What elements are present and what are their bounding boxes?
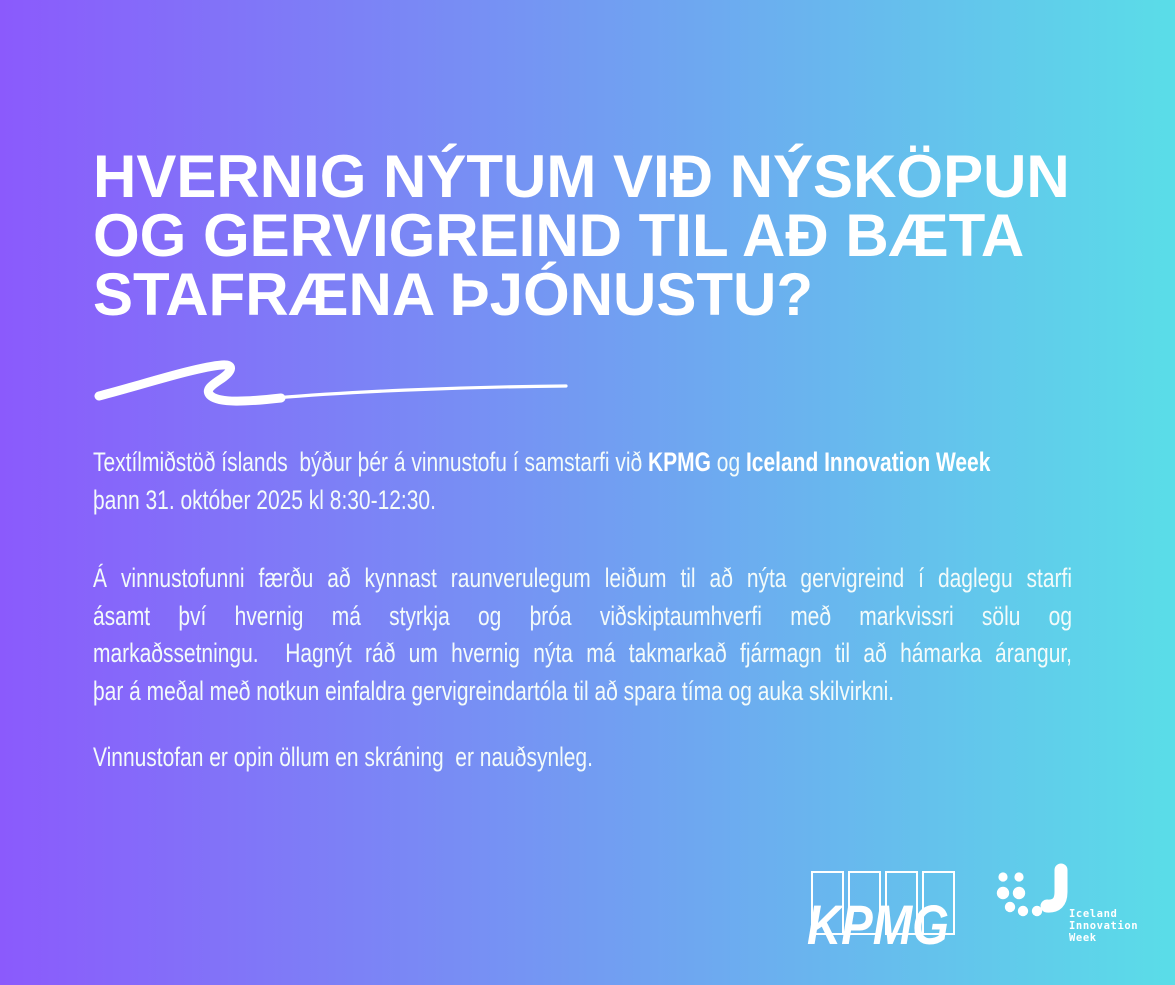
iiw-mark-icon: [997, 870, 1061, 916]
intro-bold-text: Iceland Innovation Week: [745, 447, 991, 477]
iiw-text-line-3: Week: [1069, 932, 1097, 944]
description-line-4: þar á meðal með notkun einfaldra gervigreindartóla til að spara tíma og auka skilvirkni.: [93, 675, 895, 706]
iiw-j-stroke: [1047, 870, 1061, 906]
intro-text: og: [710, 447, 746, 477]
iiw-dot: [1018, 906, 1028, 916]
heading-line-1: HVERNIG NÝTUM VIÐ NÝSKÖPUN: [93, 143, 1070, 210]
description-line-3: markaðssetningu. Hagnýt ráð um hvernig nýta má takmarkað fjármagn til að hámarka árangur,: [93, 638, 1073, 668]
intro-paragraph: [93, 444, 1072, 519]
kpmg-wordmark: KPMG: [807, 893, 949, 953]
intro-line-2: þann 31. október 2025 kl 8:30-12:30.: [93, 484, 436, 515]
intro-bold-text: KPMG: [648, 447, 711, 477]
kpmg-logo: [805, 868, 970, 953]
iiw-text-line-2: Innovation: [1069, 920, 1139, 932]
iiw-dot: [1032, 906, 1042, 916]
heading-line-2: OG GERVIGREIND TIL AÐ BÆTA: [93, 202, 1025, 269]
description-line-2: ásamt því hvernig má styrkja og þróa viðskiptaumhverfi með markvissri sölu og: [93, 600, 1073, 631]
registration-note: [93, 739, 1072, 777]
iiw-text-line-1: Iceland: [1069, 908, 1118, 920]
description-line-1: Á vinnustofunni færðu að kynnast raunverulegum leiðum til að nýta gervigreind í daglegu starfi: [93, 563, 1073, 593]
iiw-dot: [1013, 887, 1025, 899]
squiggle-thin-stroke: [275, 386, 566, 398]
squiggle-underline-icon: [93, 358, 573, 413]
iiw-dot: [1014, 872, 1023, 881]
intro-text: Textílmiðstöð íslands býður þér á vinnustofu í samstarfi við: [93, 447, 649, 477]
heading-line-3: STAFRÆNA ÞJÓNUSTU?: [93, 261, 813, 328]
squiggle-thick-stroke: [99, 365, 281, 401]
iiw-dot: [997, 887, 1009, 899]
iceland-innovation-week-logo: [993, 862, 1158, 947]
iiw-dot: [998, 872, 1007, 881]
intro-line-1: [93, 444, 1072, 482]
registration-note-line: Vinnustofan er opin öllum en skráning er nauðsynleg.: [93, 742, 593, 772]
page-title: [93, 143, 1070, 328]
iiw-dot: [1005, 902, 1015, 912]
description-paragraph: [93, 560, 1072, 710]
